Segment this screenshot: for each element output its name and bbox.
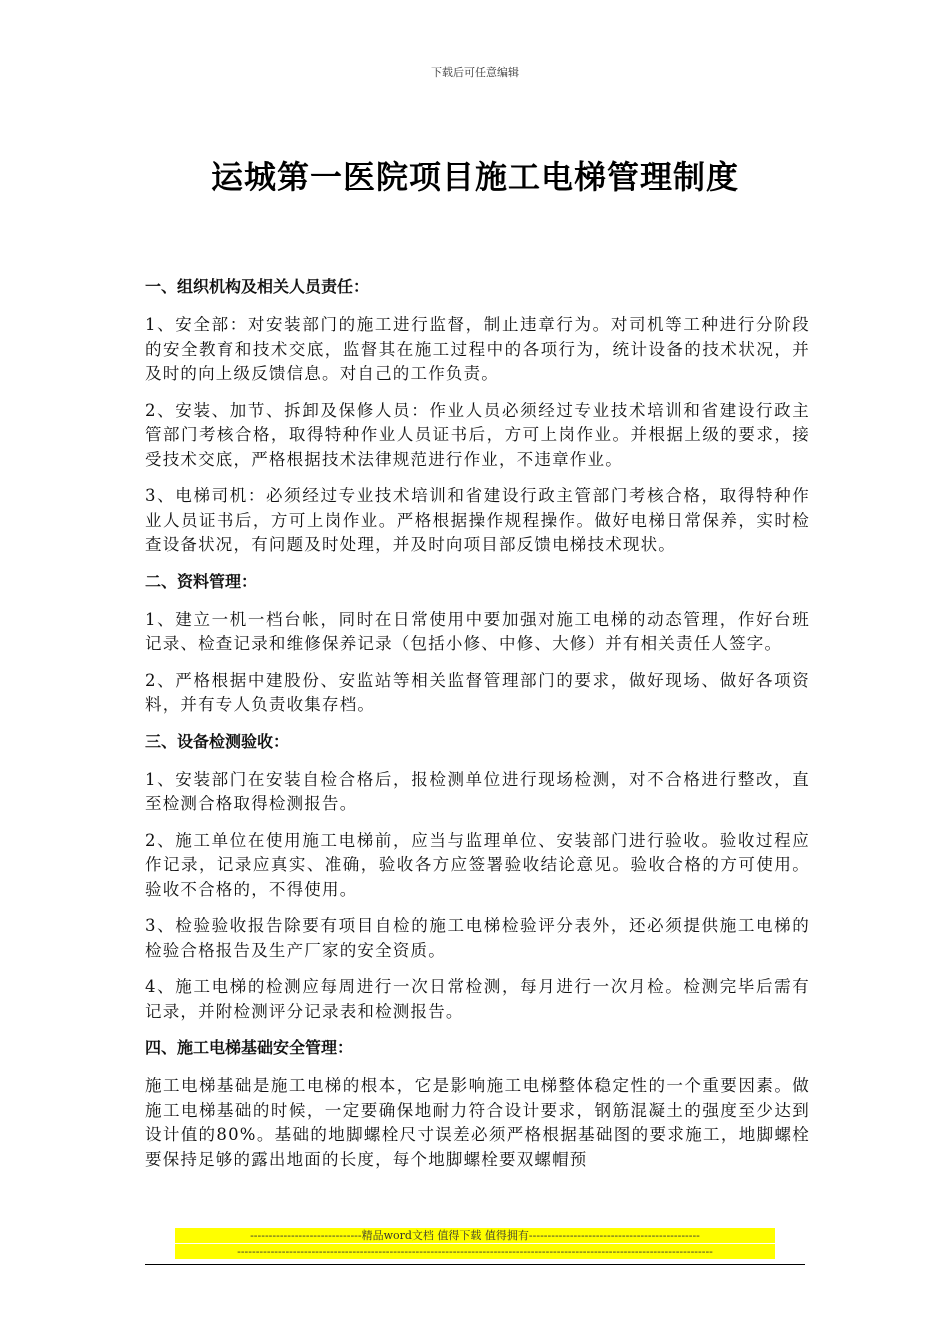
section-heading: 三、设备检测验收：: [145, 731, 290, 751]
section-inspection: [145, 730, 810, 1025]
section-organization: [145, 275, 810, 558]
paragraph: 4、施工电梯的检测应每周进行一次日常检测，每月进行一次月检。检测完毕后需有记录，并附检测评分记录表和检测报告。: [145, 977, 810, 1021]
footer-divider: [145, 1264, 805, 1265]
paragraph: 2、严格根据中建股份、安监站等相关监督管理部门的要求，做好现场、做好各项资料，并有专人负责收集存档。: [145, 670, 810, 714]
section-heading: 一、组织机构及相关人员责任：: [145, 277, 370, 296]
section-records: [145, 570, 810, 718]
paragraph: 1、建立一机一档台帐，同时在日常使用中要加强对施工电梯的动态管理，作好台班记录、检查记录和维修保养记录（包括小修、中修、大修）并有相关责任人签字。: [145, 609, 810, 653]
section-foundation: [145, 1036, 810, 1172]
footer-banner: [145, 1228, 805, 1259]
footer-line: ------------------------------精品word文档 值得下载 值得拥有----------------------------------------------: [175, 1228, 775, 1243]
document-body: [145, 275, 810, 1184]
footer-line: --------------------------------------------------------------------------------------------------------------------------------: [175, 1244, 775, 1259]
page-header-note: 下载后可任意编辑: [431, 66, 519, 79]
section-heading: 四、施工电梯基础安全管理：: [145, 1038, 354, 1057]
paragraph: 2、安装、加节、拆卸及保修人员：作业人员必须经过专业技术培训和省建设行政主管部门考核合格，取得特种作业人员证书后，方可上岗作业。并根据上级的要求，接受技术交底，严格根据技术法律规范进行作业，不违章作业。: [145, 400, 810, 469]
document-title: 运城第一医院项目施工电梯管理制度: [210, 158, 739, 196]
paragraph: 3、电梯司机：必须经过专业技术培训和省建设行政主管部门考核合格，取得特种作业人员证书后，方可上岗作业。严格根据操作规程操作。做好电梯日常保养，实时检查设备状况，有问题及时处理，并及时向项目部反馈电梯技术现状。: [145, 486, 810, 554]
paragraph: 1、安全部：对安装部门的施工进行监督，制止违章行为。对司机等工种进行分阶段的安全教育和技术交底，监督其在施工过程中的各项行为，统计设备的技术状况，并及时的向上级反馈信息。对自己的工作负责。: [145, 315, 810, 383]
paragraph: 2、施工单位在使用施工电梯前，应当与监理单位、安装部门进行验收。验收过程应作记录，记录应真实、准确，验收各方应签署验收结论意见。验收合格的方可使用。验收不合格的，不得使用。: [145, 830, 810, 899]
paragraph: 施工电梯基础是施工电梯的根本，它是影响施工电梯整体稳定性的一个重要因素。做施工电梯基础的时候，一定要确保地耐力符合设计要求，钢筋混凝土的强度至少达到设计值的80%。基础的地脚螺栓尺寸误差必须严格根据基础图的要求施工，地脚螺栓要保持足够的露出地面的长度，每个地脚螺栓要双螺帽预: [145, 1076, 810, 1169]
paragraph: 3、检验验收报告除要有项目自检的施工电梯检验评分表外，还必须提供施工电梯的检验合格报告及生产厂家的安全资质。: [145, 916, 810, 960]
section-heading: 二、资料管理：: [145, 571, 258, 591]
paragraph: 1、安装部门在安装自检合格后，报检测单位进行现场检测，对不合格进行整改，直至检测合格取得检测报告。: [145, 769, 810, 813]
